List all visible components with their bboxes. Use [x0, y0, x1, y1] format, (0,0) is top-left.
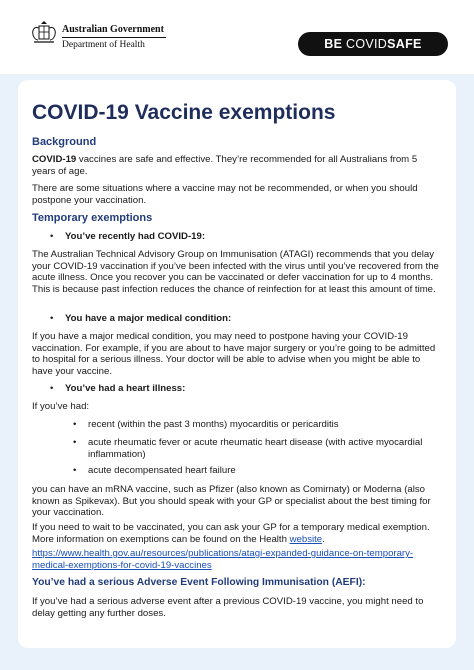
page-title: COVID-19 Vaccine exemptions: [32, 101, 336, 124]
sub-item: [73, 419, 433, 431]
aefi-paragraph: If you’ve had a serious adverse event after a previous COVID-19 vaccine, you might need to delay getting any further doses.: [32, 596, 424, 619]
bullet-dot: •: [73, 419, 77, 430]
health-website-link[interactable]: website: [289, 533, 323, 545]
sub-item: [73, 465, 433, 477]
coat-of-arms-icon: [30, 20, 58, 46]
guidance-url: [32, 548, 442, 571]
covid-term: COVID-19: [32, 154, 77, 165]
sub-item-text: recent (within the past 3 months) myocarditis or pericarditis: [88, 419, 339, 430]
background-paragraph-1: [32, 154, 442, 177]
sub-item-text: acute decompensated heart failure: [88, 465, 236, 476]
bullet-dot: •: [50, 313, 54, 324]
department-name: Department of Health: [62, 40, 145, 50]
bullet-medical-label: You have a major medical condition:: [65, 313, 232, 324]
badge-part-be: BE: [324, 37, 343, 51]
aefi-heading: You’ve had a serious Adverse Event Following Immunisation (AEFI):: [32, 577, 366, 588]
mrna-paragraph: you can have an mRNA vaccine, such as Pfizer (also known as Comirnaty) or Moderna (also known as Spikevax). But you should speak with your GP or specialist about the best timing for your vaccination.: [32, 484, 431, 519]
paragraph-text: vaccines are safe and effective. They’re recommended for all Australians from 5 years of age.: [32, 154, 418, 177]
guidance-url-link[interactable]: https://www.health.gov.au/resources/publications/atagi-expanded-guidance-on-temporary-medical-exemptions-for-covid-19-vaccines: [32, 548, 414, 571]
medical-paragraph: If you have a major medical condition, you may need to postpone having your COVID-19 vaccination. For example, if you are about to have major surgery or you’re going to be admitted to hospital for a serious illness. Your doctor will be able to advise when you might be able to have your vaccine.: [32, 331, 436, 377]
if-youve-had-label: If you’ve had:: [32, 401, 90, 412]
government-name: Australian Government: [62, 24, 164, 35]
wait-end: .: [322, 533, 325, 545]
bullet-dot: •: [50, 231, 54, 242]
background-paragraph-2: There are some situations where a vaccine may not be recommended, or when you should postpone your vaccination.: [32, 183, 418, 206]
wait-text: If you need to wait to be vaccinated, you can ask your GP for a temporary medical exemption. More information on exemptions can be found on the Health: [32, 522, 430, 545]
be-covidsafe-badge: [298, 32, 448, 56]
background-heading: Background: [32, 136, 97, 148]
sub-item: [73, 437, 433, 460]
bullet-dot: •: [50, 383, 54, 394]
covid-paragraph: The Australian Technical Advisory Group on Immunisation (ATAGI) recommends that you delay your COVID-19 vaccination if you’ve been infected with the virus until you’ve recovered from the acute illness. Once you recover you can be vaccinated or defer vaccination for up to 4 months. This is because past infection reduces the chance of reinfection for at least this amount of time.: [32, 249, 439, 295]
badge-part-safe: SAFE: [387, 37, 422, 51]
bullet-dot: •: [73, 465, 77, 476]
header: [0, 0, 474, 74]
bullet-covid-label: You’ve recently had COVID-19:: [65, 231, 206, 242]
government-rule: [62, 37, 166, 38]
sub-item-text: acute rheumatic fever or acute rheumatic heart disease (with active myocardial inflammation): [88, 437, 423, 460]
temporary-exemptions-heading: Temporary exemptions: [32, 212, 153, 224]
bullet-heart-label: You’ve had a heart illness:: [65, 383, 186, 394]
badge-part-covid: COVID: [346, 37, 388, 51]
bullet-dot: •: [73, 437, 77, 448]
wait-paragraph: [32, 522, 442, 545]
